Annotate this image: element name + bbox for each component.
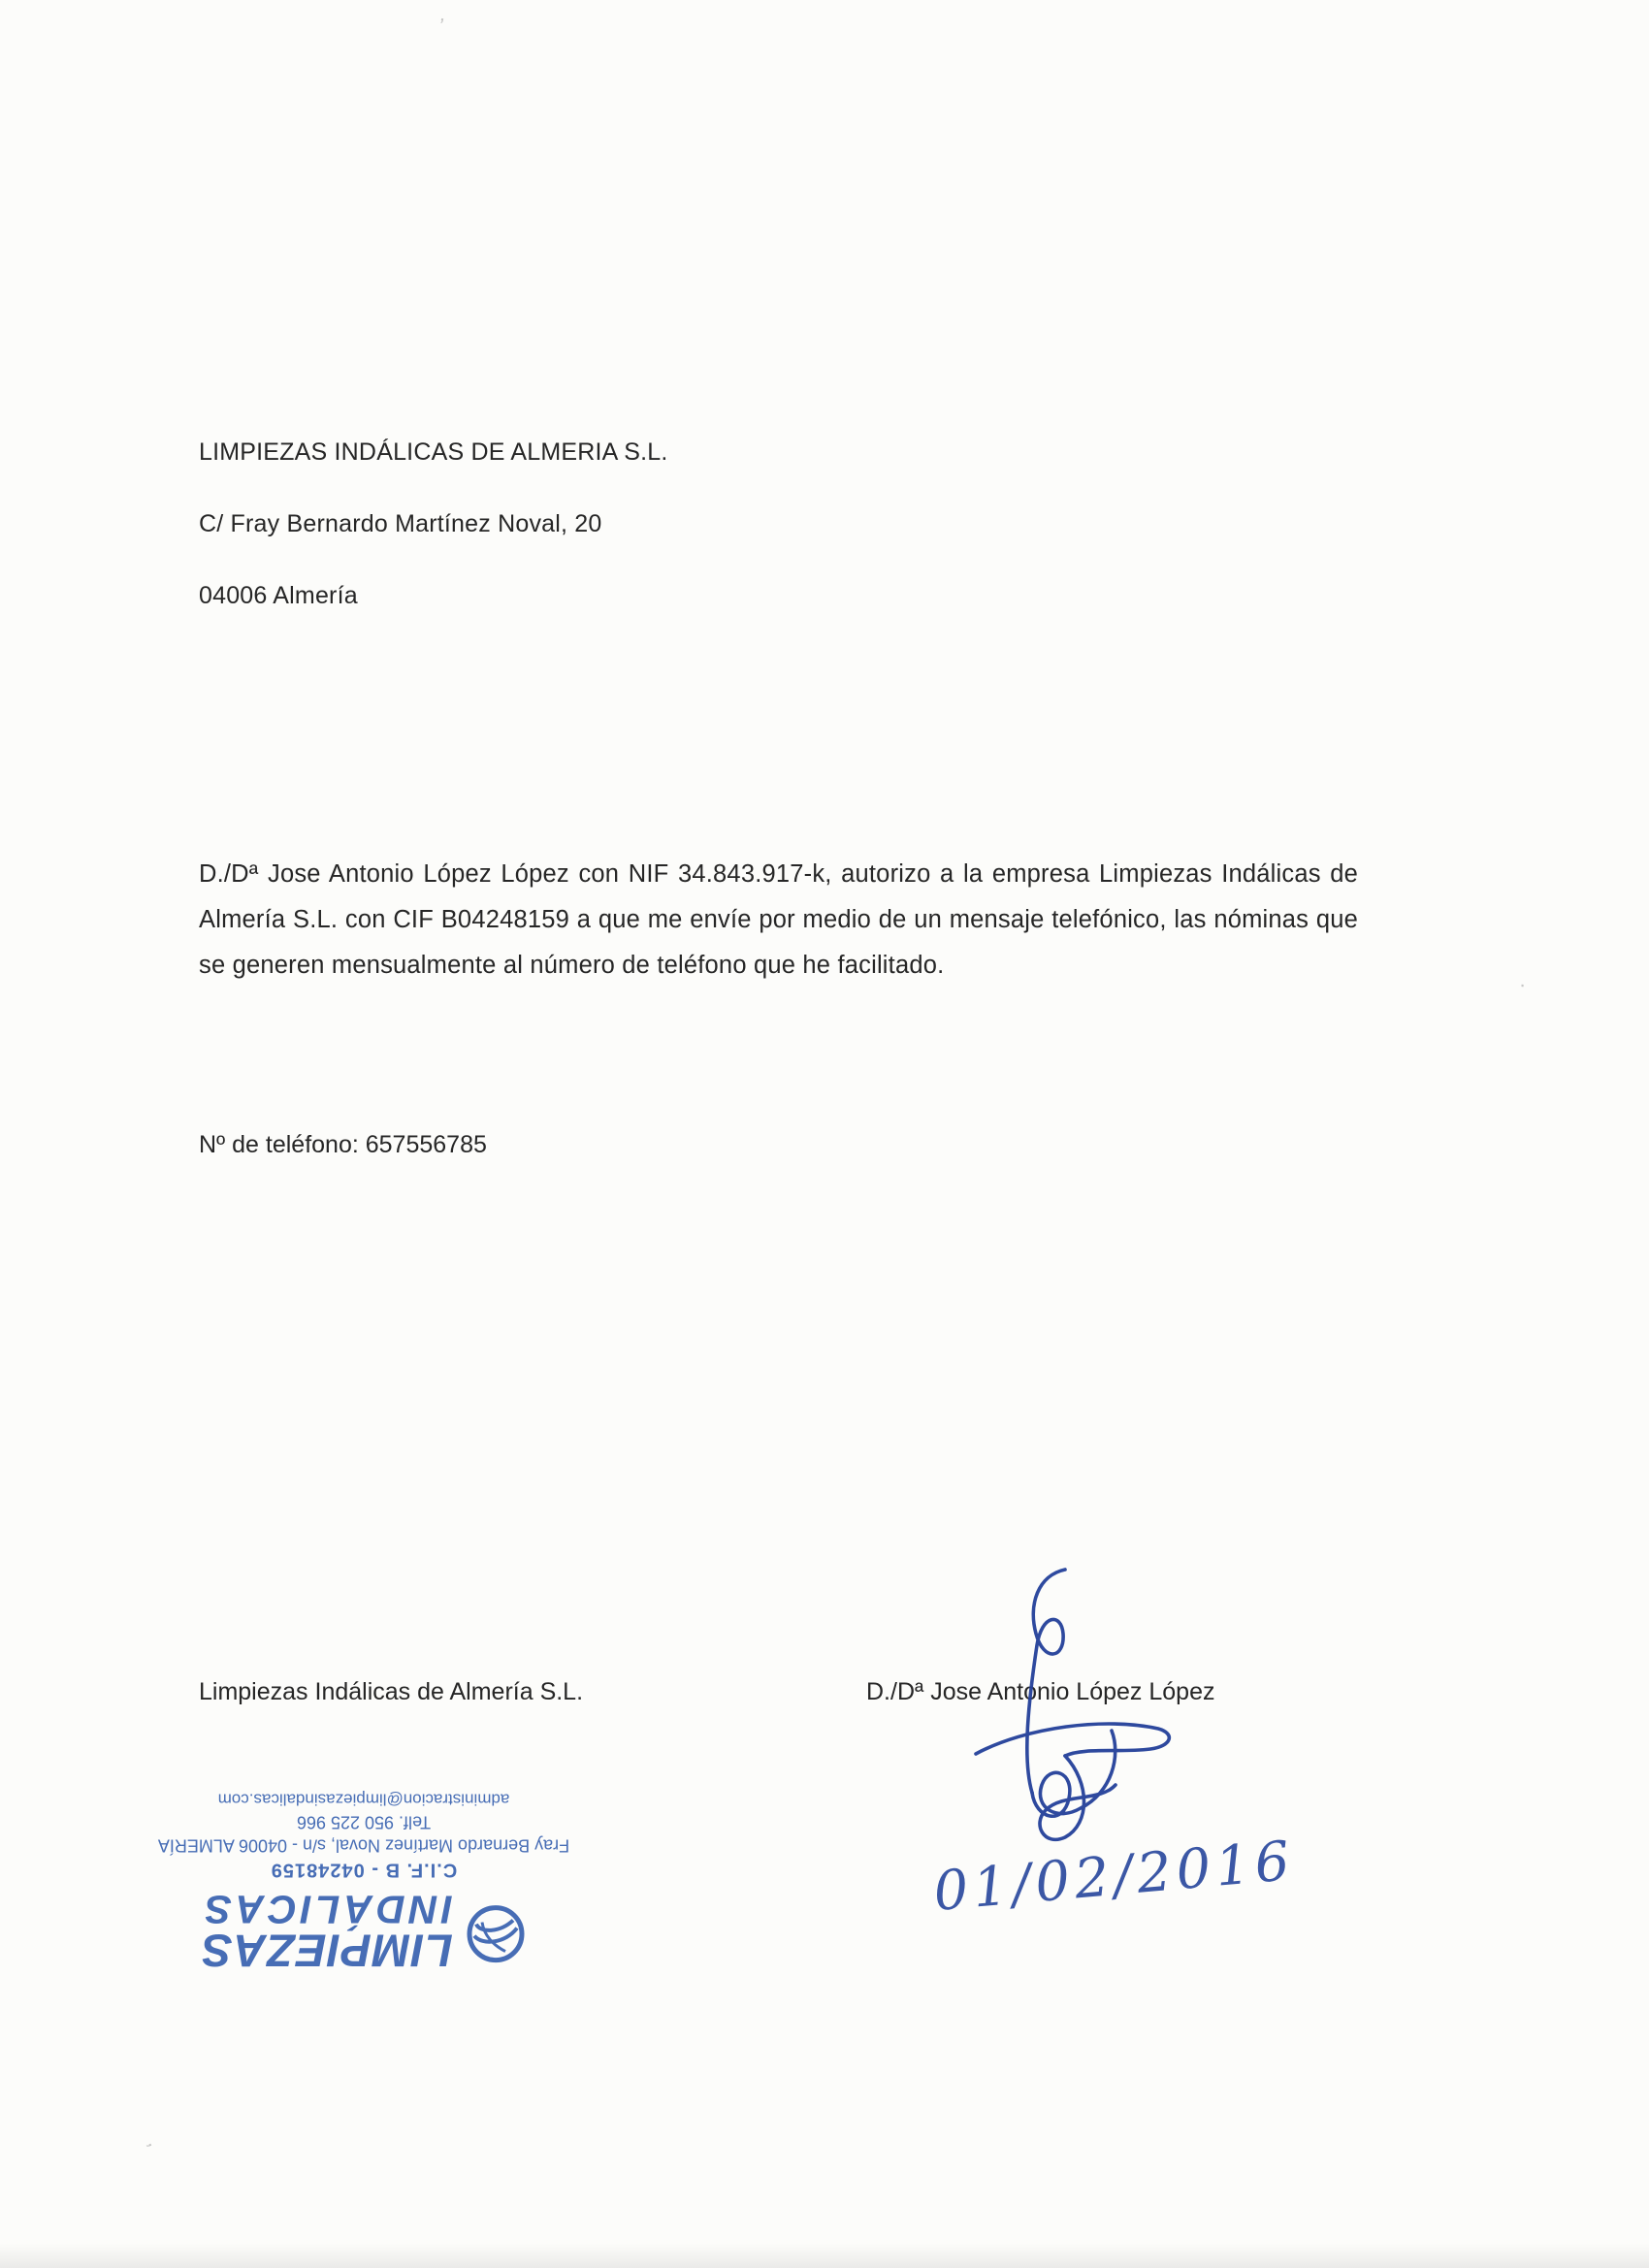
signer-person-label: D./Dª Jose Antonio López López xyxy=(866,1678,1215,1705)
letterhead xyxy=(199,438,668,654)
scan-artifact: ’ xyxy=(436,13,446,39)
scan-artifact: ‚ xyxy=(144,2136,169,2150)
phone-line: Nº de teléfono: 657556785 xyxy=(199,1131,487,1158)
stamp-email: administracion@limpiezasindalicas.com xyxy=(217,1791,510,1809)
stamp-logo xyxy=(136,1887,592,1977)
company-name: LIMPIEZAS INDÁLICAS DE ALMERIA S.L. xyxy=(199,438,668,466)
company-address: C/ Fray Bernardo Martínez Noval, 20 xyxy=(199,510,602,537)
authorization-paragraph: D./Dª Jose Antonio López López con NIF 34.843.917-k, autorizo a la empresa Limpiezas Indálicas de Almería S.L. con CIF B04248159 a que me envíe por medio de un mensaje telefónico, las nóminas que se generen mensualmente al número de teléfono que he facilitado. xyxy=(199,860,1358,979)
scan-edge-shadow xyxy=(0,2243,1649,2268)
stamp-logo-line2: INDÁLICAS xyxy=(201,1887,453,1932)
stamp-logo-text xyxy=(201,1887,453,1977)
stamp-phone: Telf. 950 225 966 xyxy=(296,1813,432,1832)
stamp-address: Fray Bernardo Martínez Noval, s/n - 04006 ALMERÍA xyxy=(157,1836,570,1856)
signer-company-label: Limpiezas Indálicas de Almería S.L. xyxy=(199,1678,584,1705)
handwritten-date: 01/02/2016 xyxy=(930,1829,1297,1925)
company-stamp xyxy=(136,1790,592,1977)
handwritten-signature xyxy=(920,1564,1220,1855)
stamp-cif: C.I.F. B - 04248159 xyxy=(270,1860,458,1881)
stamp-globe-icon xyxy=(465,1897,527,1964)
scan-artifact: · xyxy=(1518,971,1528,997)
stamp-logo-line1: LIMPIEZAS xyxy=(201,1925,453,1977)
company-city: 04006 Almería xyxy=(199,582,358,609)
